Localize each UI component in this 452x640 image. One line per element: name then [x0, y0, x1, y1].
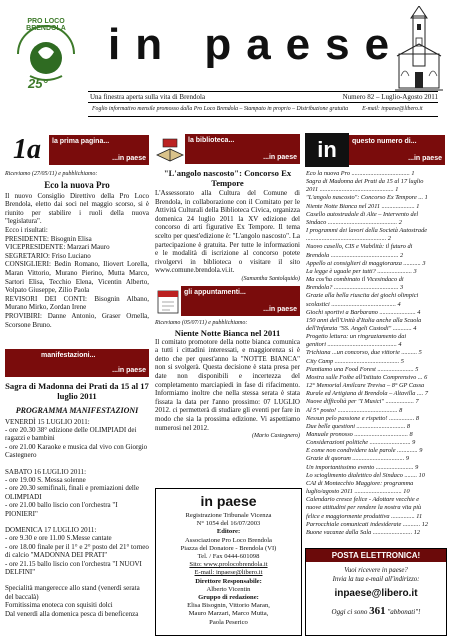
banner-big-1a: 1a [5, 133, 49, 167]
banner-bottom-label: ...in paese [112, 155, 146, 162]
church-illustration [395, 6, 443, 92]
body-line: Il nuovo Consiglio Direttivo della Pro Loco Brendola, eletto dai soci nel maggio scorso, si è riunito per stabilire i ruoli della nuova "legislatura". [5, 191, 149, 226]
body-line: CONSIGLIERI: Bedin Romano, Iliovert Lorella, Maran Vittorio, Murano Pierino, Mutta Marco, Sartori Elisa, Tecchio Elena, Vicentin Alberto, Volpato Giuseppe, Zilio Paola [5, 260, 149, 295]
issue-number: Numero 82 – Luglio-Agosto 2011 [342, 93, 438, 101]
section-banner-library [155, 133, 300, 165]
banner-top-label: questo numero di... [352, 138, 417, 145]
email-box-title: POSTA ELETTRONICA! [306, 549, 446, 562]
toc-entry: ................................................... 2 [306, 235, 392, 243]
email-subscribe-box [305, 548, 447, 636]
masthead-rule-mid [88, 102, 438, 103]
toc-entry: E come non condividere tale parole ............. 9 [306, 447, 423, 455]
library-book-icon [155, 133, 185, 165]
article-notte-bianca [155, 319, 300, 441]
banner-top-label: la prima pagina... [52, 138, 110, 145]
program-line: - ore 9.30 e ore 11.00 S.Messe cantate [5, 534, 112, 543]
toc-entry: Grazie alla bella riuscita dei giochi olimpici [306, 292, 419, 300]
body-line: SEGRETARIO: Friso Luciano [5, 251, 91, 260]
toc-entry: Trichiana ...un concorso, due vittorie .......... 5 [306, 349, 422, 357]
toc-entry: Manuale pronosso .................................. 8 [306, 431, 413, 438]
toc-entry: Considerazioni politiche .......................... 9 [306, 439, 416, 447]
banner-top-label: gli appuntamenti... [184, 289, 246, 296]
toc-entry: Al 5° posto! ...................................... 8 [306, 406, 403, 414]
calendar-icon [155, 285, 181, 317]
toc-entry: City Camp ......................................... 5 [306, 357, 404, 365]
colophon-line: Piazza del Donatore - Brendola (VI) [180, 544, 277, 552]
toc-entry: Un importantissimo evento ........................ 9 [306, 463, 419, 471]
toc-entry: Brendola ........................................... 2 [306, 251, 404, 259]
email-link[interactable]: E-mail: inpaese@libero.it [194, 569, 263, 577]
program-line: - ore 21.15 ballo liscio con l'orchestra "I NUOVI DELFINI" [5, 559, 142, 576]
colophon-line: Editore: [216, 528, 241, 536]
toc-entry: Grazie di quorum ................................. 9 [306, 455, 410, 463]
masthead-rule-top [88, 91, 438, 92]
toc-entry: Niente Notte Bianca nel 2011 ..................... 1 [306, 202, 420, 210]
toc-entry: genitori ............................................ 4 [306, 341, 402, 349]
toc-entry: Nessun pelo passione e rispetto! ................ 8 [306, 414, 419, 422]
toc-entry: Mostra sulle Foibe all'Istituto Comprensivo ... 6 [306, 373, 428, 381]
banner-bar [349, 135, 445, 165]
masthead-rule-bottom [88, 116, 438, 117]
program-title: PROGRAMMA MANIFESTAZIONI [15, 406, 139, 415]
toc-entry: Lo scioglimento dialettico del Sindaco ........ 10 [306, 471, 425, 479]
colophon-line: Registrazione Tribunale Vicenza [185, 512, 272, 519]
program-line: Fornitissima enoteca con squisiti dolci [5, 601, 113, 610]
toc-entry: Appello ai consiglieri di maggioranza ........... 3 [306, 259, 426, 267]
program-line: VENERDÌ 15 LUGLIO 2011: [5, 417, 90, 426]
article-sagra [5, 381, 149, 618]
body-ex-tempore: L'Assessorato alla Cultura del Comune di Brendola, in collaborazione con il Comitato per le Attività Culturali della Biblioteca Civica, organizza domenica 24 luglio 2011 la XV edizione del concorso di arti figurative Ex Tempore. Il tema scelto per quest'edizione è: "L'angolo nascosto". La partecipazione è gratuita. Per tutte le informazioni e le modalità di iscrizione al concorso potete rivolgervi in biblioteca o visitare il sito www.comune.brendola.vi.it. [155, 189, 300, 275]
signature: (Mario Castegnero) [252, 433, 300, 440]
email-box-line: Vuoi ricevere in paese? [344, 567, 408, 574]
program-line: - ore 20.30 38° edizione delle OLIMPIADI dei ragazzi e bambini [5, 425, 137, 443]
toc-entry: Rurale ed Artigiana di Brendola – Altavilla .... 7 [306, 390, 428, 398]
program-line [5, 518, 149, 526]
body-line: REVISORI DEI CONTI: Bisognin Albano, Murano Mirko, Zordan Irene [5, 294, 149, 312]
colophon-line: Alberto Vicentin [206, 585, 251, 593]
toc-entry: scolastici ......................................... 4 [306, 300, 401, 308]
toc-entry: Brendola? ......................................... 3 [306, 284, 404, 292]
banner-bar [181, 286, 300, 316]
program-line: Dal venerdì alla domenica pesca di beneficenza [5, 609, 139, 618]
banner-bottom-label: ...in paese [112, 367, 146, 374]
toc-entry: Parrocchiale comunicati indesiderate ........... 12 [306, 520, 429, 528]
colophon-line: N° 1054 del 16/07/2003 [196, 520, 261, 528]
program-line: SABATO 16 LUGLIO 2011: [5, 467, 87, 476]
section-banner-this-issue [305, 133, 445, 167]
banner-bottom-label: ...in paese [263, 306, 297, 313]
program-line: - ore 20.30 semifinali, finali e premiazioni delle OLIMPIADI [5, 484, 139, 501]
headline-eco-nuova-pro: Eco la nuova Pro [44, 179, 110, 190]
toc-entry: nuove attitudini per rendere la nostra vita più [306, 504, 422, 512]
masthead-title: in paese [108, 20, 405, 69]
toc-entry: 150 anni dell'Unità d'Italia anche alla Scuola [306, 316, 422, 324]
banner-top-label: manifestazioni... [41, 352, 96, 359]
received-note: Riceviamo (27/05/11) e pubblichiamo: [5, 171, 98, 177]
colophon-line: Mauro Marzari, Marco Mutta, [188, 610, 269, 618]
toc-entry: La legge è uguale per tutti? ...................... 3 [306, 267, 417, 275]
subscriber-count-number: 361 [369, 605, 386, 617]
program-line: - ore 18.00 finale per il 1° e 2° posto del 21° torneo di calcio "MADONNA DEI PRATI" [5, 542, 149, 560]
toc-entry: I programmi dei lavori della Società Autostrade [306, 227, 428, 235]
headline-notte-bianca: Niente Notte Bianca nel 2011 [174, 327, 281, 338]
body-line: PROVIBIRI: Danne Antonio, Graser Ornella, Scorsone Bruno. [5, 311, 149, 329]
article-eco-nuova-pro [5, 170, 149, 329]
toc-entry: Progetto lettura: un ringraziamento dai [306, 333, 407, 341]
event-title: Sagra di Madonna dei Prati da 15 al 17 luglio 2011 [5, 381, 149, 401]
colophon-line: Direttore Responsabile: [195, 577, 262, 585]
toc-entry: Calendario cresce felice - Adottare vecchie e [306, 496, 420, 504]
toc-entry: Sindaco ............................................ 2 [306, 218, 402, 226]
program-line [5, 576, 149, 584]
program-line: DOMENICA 17 LUGLIO 2011: [5, 525, 97, 534]
colophon-lines [156, 512, 301, 627]
tagline-text: Foglio informativo mensile promosso dalla Pro Loco Brendola – Stampato in proprio – Distribuzione gratuita [92, 106, 349, 112]
subscriber-count [306, 605, 446, 617]
colophon-line: Paola Peserico [209, 618, 248, 626]
signature: (Samantha Santolquido) [241, 275, 300, 282]
program-line: Specialità mangerecce allo stand (venerdì serata del baccalà) [5, 584, 140, 601]
masthead-tagline [92, 106, 423, 112]
banner-bottom-label: ...in paese [408, 155, 442, 162]
body-line: Ecco i risultati: [5, 225, 48, 234]
program-line [5, 460, 149, 468]
body-line: PRESIDENTE: Bisognin Elisa [5, 234, 92, 243]
toc-entry: Ma cos'ha combinato il Vicesindaco di [306, 276, 404, 284]
banner-big-in: in [305, 133, 349, 167]
email-box-line: Invia la tua e-mail all'indirizzo: [332, 576, 420, 583]
banner-bar [49, 135, 149, 165]
section-banner-first-page [5, 133, 149, 167]
toc-entry: CAI di Montecchio Maggiore: programma [306, 479, 414, 487]
toc-entry: felice e maggiormente produttiva ............... 11 [306, 512, 423, 520]
body-notte-bianca: Il comitato promotore della notte bianca comunica a tutti i cittadini interessati, e maggiorenza si è detto che per quest'anno la "NOTTE BIANCA" non si svolgerà. Questa decisione è stata presa per date non disponibili e incertezza del completamento marciapiedi in fase di rifacimento. Informiamo inoltre che nella stessa serata è stata fissata la data per l'anno prossimo: 07 LUGLIO 2012. ci permetterà di studiare gli eventi per fare in modo che sia la prossima edizione. Vi aspettiamo numerosi nel 2012. [155, 337, 300, 432]
banner-top-label: la biblioteca... [188, 137, 235, 144]
banner-bar [185, 134, 300, 164]
toc-entry: Due belle questioni ............................... 8 [306, 422, 411, 430]
toc-entry: Buone vacanze dalla Sala ......................... 12 [306, 528, 421, 536]
pro-loco-logo [10, 14, 82, 94]
colophon-line: Gruppo di redazione: [198, 594, 259, 602]
logo-arc-text: PRO LOCO BRENDOLA [26, 18, 66, 32]
section-banner-appointments [155, 285, 300, 317]
masthead-email[interactable]: E-mail: inpaese@libero.it [362, 106, 423, 112]
colophon-line: Associazione Pro Loco Brendola [185, 536, 272, 544]
headline-ex-tempore: "L'angolo nascosto": Concorso Ex Tempore [163, 168, 292, 188]
masthead-subtitle: Una finestra aperta sulla vita di Brendola [90, 93, 206, 101]
toc-entry: Casello autostradale di Alte – Intervento del [306, 210, 419, 218]
toc-entry: Nuovo casello, CIS e Viabilità: il futuro di [306, 243, 413, 251]
toc-entry: Nuove difficoltà per "I Musici" .................. 7 [306, 398, 419, 406]
section-banner-events [5, 349, 149, 377]
colophon-box [155, 488, 302, 636]
colophon-line: Elisa Bisognin, Vittorio Maran, [187, 602, 270, 610]
subscribe-email-address[interactable]: inpaese@libero.it [334, 588, 418, 599]
toc-entry: 2011 ............................................... 1 [306, 186, 399, 194]
colophon-line: Tel. / Fax 0444-601098 [197, 553, 260, 561]
toc-entry: Giochi sportivi a Barbarano ....................... 4 [306, 308, 421, 316]
toc-entry: Piantiamo una Food Forest ....................... 5 [306, 365, 419, 373]
toc-entry: Eco la nuova Pro ..................................... 1 [306, 170, 415, 177]
body-line: VICEPRESIDENTE: Marzari Mauro [5, 243, 110, 252]
logo-years: 25° [28, 76, 48, 91]
toc-entry: luglio/agosto 2011 .............................. 10 [306, 488, 410, 496]
program-line: - ore 19.00 S. Messa solenne [5, 475, 86, 484]
received-note: Riceviamo (05/07/11) e pubblichiamo: [155, 320, 248, 326]
colophon-title: in paese [200, 493, 257, 509]
subscriber-count-post: "abbonati"! [387, 608, 421, 616]
banner-bottom-label: ...in paese [263, 154, 297, 161]
website-link[interactable]: Sito: www.prolocobrendola.it [189, 561, 268, 569]
toc-entry: "L'angolo nascosto": Concorso Ex Tempore ... 1 [306, 194, 428, 202]
table-of-contents [306, 170, 444, 537]
toc-entry: 12° Memorial Amilcare Trevisa – 8° GP Cassa [306, 382, 425, 390]
program-line: - ore 21.00 Karaoke e musica dal vivo con Giorgio Castegnero [5, 442, 148, 460]
article-ex-tempore [155, 168, 300, 284]
program-list [5, 418, 149, 619]
subscriber-count-pre: Oggi ci sono [331, 608, 368, 616]
program-line: - ore 21.00 ballo liscio con l'orchestra "I PIONIERI" [5, 501, 118, 518]
toc-entry: dell'Infanzia "SS. Angeli Custodi" ............ 4 [306, 324, 417, 332]
toc-entry: Sagra di Madonna dei Prati da 15 al 17 luglio [306, 178, 424, 186]
